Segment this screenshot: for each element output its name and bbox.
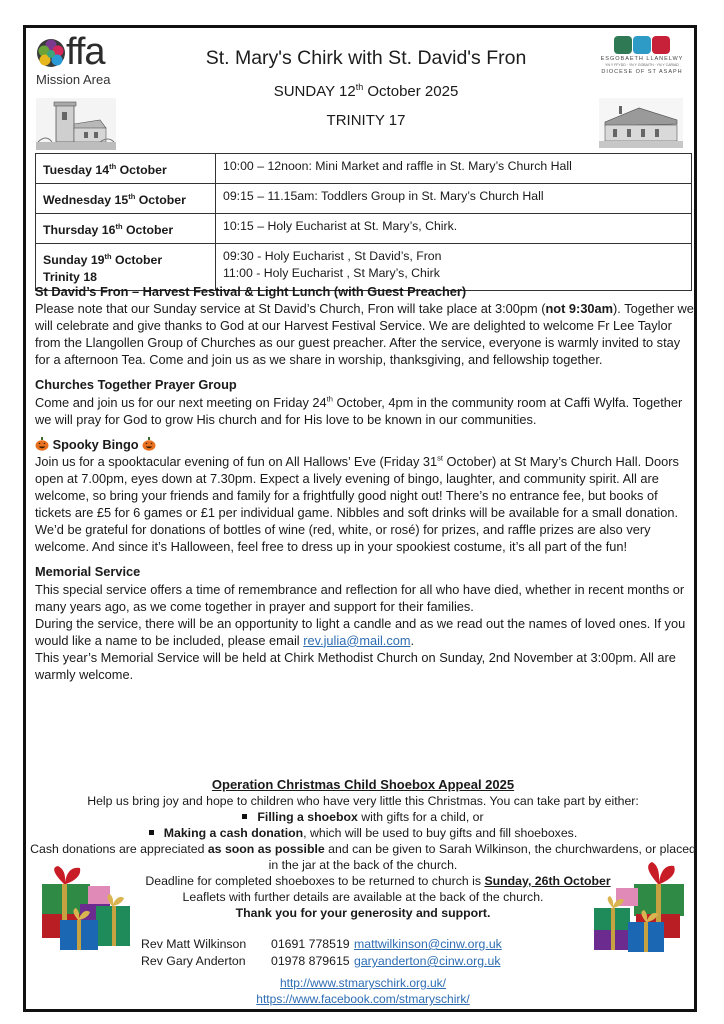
- schedule-day-ordinal: th: [115, 222, 123, 232]
- bingo-text-1a: Join us for a spooktacular evening of fun on All Hallows’ Eve (Friday 31: [35, 453, 438, 469]
- logo-wordmark: ffa: [66, 31, 105, 73]
- harvest-heading: St David’s Fron – Harvest Festival & Light Lunch (with Guest Preacher): [35, 284, 467, 299]
- bullet-icon: [242, 814, 247, 819]
- contact-name: Rev Gary Anderton: [141, 954, 246, 968]
- bingo-text-1: [35, 453, 695, 521]
- contact-row: [141, 936, 502, 953]
- schedule-day-month: October: [111, 253, 163, 268]
- schedule-events: [216, 154, 692, 184]
- schedule-day-text: Tuesday 14: [43, 163, 110, 178]
- schedule-events: [216, 214, 692, 244]
- christmas-gifts-left-image: [38, 864, 136, 956]
- appeal-deadline-text: Deadline for completed shoeboxes to be returned to church is: [145, 874, 485, 888]
- liturgical-week: TRINITY 17: [326, 112, 406, 129]
- memorial-text-1: This special service offers a time of remembrance and reflection for all who have died, whether in recent months or many years ago, as we come together in prayer and support for their families.: [35, 581, 685, 614]
- appeal-cash-b: and can be given to Sarah Wilkinson, the churchwardens, or placed in the jar at the back of the church.: [268, 842, 696, 872]
- appeal-cash-bold: as soon as possible: [207, 842, 325, 856]
- schedule-row: [36, 214, 692, 244]
- schedule-day-ordinal: th: [104, 252, 112, 262]
- spooky-bingo-notice: [35, 436, 695, 556]
- service-date: [156, 77, 576, 102]
- appeal-bullet-1-rest: with gifts for a child, or: [357, 810, 484, 824]
- contact-name: Rev Matt Wilkinson: [141, 937, 247, 951]
- memorial-text-3: This year’s Memorial Service will be held at Chirk Methodist Church on Sunday, 2nd November at 3:00pm. All are warmly welcome.: [35, 649, 676, 682]
- schedule-day-month: October: [122, 223, 174, 238]
- harvest-text: [35, 300, 695, 368]
- schedule-event: 10:00 – 12noon: Mini Market and raffle in St. Mary’s Church Hall: [223, 159, 572, 173]
- appeal-bullet-2-bold: Making a cash donation: [163, 826, 304, 840]
- schedule-event: 11:00 - Holy Eucharist , St Mary’s, Chirk: [223, 266, 440, 281]
- schedule-event: 09:30 - Holy Eucharist , St David’s, Fron: [223, 249, 442, 264]
- appeal-deadline: [132, 873, 611, 889]
- service-date-ordinal: th: [355, 82, 364, 92]
- harvest-festival-notice: [35, 283, 695, 368]
- contact-email-link[interactable]: garyanderton@cinw.org.uk: [354, 954, 501, 968]
- contact-phone: 01978 879615: [271, 954, 350, 968]
- schedule-day-ordinal: th: [128, 192, 136, 202]
- appeal-bullet-cash: [26, 825, 700, 841]
- weekly-schedule-table: [35, 153, 692, 291]
- contact-phone: 01691 778519: [271, 937, 350, 951]
- appeal-bullet-2-rest: , which will be used to buy gifts and fill shoeboxes.: [303, 826, 578, 840]
- church-sketch-left-image: [36, 98, 116, 150]
- notices: [35, 283, 695, 691]
- bingo-text-2: We’d be grateful for donations of bottles of wine (red, white, or rosé) for prizes, and raffle prizes are also very welcome. And since it’s Halloween, feel free to dress up in your spookiest costume, it’s all part of the fun!: [35, 522, 651, 555]
- jack-o-lantern-icon: [35, 437, 49, 451]
- service-date-month-year: October 2025: [363, 83, 459, 100]
- contact-row: [141, 953, 502, 970]
- diocese-of-st-asaph-logo: [592, 36, 692, 98]
- prayer-group-notice: [35, 376, 695, 427]
- page-title: St. Mary's Chirk with St. David's Fron: [205, 47, 527, 69]
- prayer-text-b: October, 4pm in the community room at Caffi Wylfa. Together we will pray for God to grow His church and for His love to be known in our communities.: [35, 394, 683, 427]
- logo-subtitle: Mission Area: [36, 72, 111, 87]
- harvest-text-bold: not 9:30am: [545, 301, 614, 317]
- schedule-day: [36, 184, 216, 214]
- offa-mission-area-logo: [34, 31, 126, 92]
- christmas-gifts-right-image: [586, 858, 690, 956]
- prayer-text-a: Come and join us for our next meeting on Friday 24: [35, 394, 327, 410]
- appeal-intro: Help us bring joy and hope to children who have very little this Christmas. You can take part by either:: [87, 794, 639, 808]
- bingo-text-1b: October) at St Mary’s Church Hall. Doors open at 7.00pm, eyes down at 7.30pm. Expect a lively evening of bingo, laughter, and community spirit. All are welcome, so bring your friends and family for a frightfully good night out! There’s no entrance fee, but books of tickets are £5 for 6 games or £1 per individual game. Nibbles and soft drinks will be available for a small donation.: [35, 453, 679, 521]
- service-date-day: SUNDAY 12: [273, 83, 356, 100]
- memorial-heading: Memorial Service: [35, 564, 141, 580]
- jack-o-lantern-icon: [142, 437, 156, 451]
- bingo-ordinal: st: [437, 453, 443, 463]
- appeal-cash-a: Cash donations are appreciated: [30, 842, 208, 856]
- appeal-bullet-1-bold: Filling a shoebox: [257, 810, 358, 824]
- schedule-day-ordinal: th: [109, 162, 117, 171]
- schedule-day-month: October: [135, 193, 186, 208]
- prayer-text: [35, 394, 695, 428]
- prayer-heading: Churches Together Prayer Group: [35, 377, 237, 393]
- harvest-text-b: ). Together we will celebrate and give thanks to God at our Harvest Festival Service. We are delighted to welcome Fr Lee Taylor from the Llangollen Group of Churches as our guest preacher. After the service, everyone is warmly invited to stay for a afternoon Tea. Come and join us as we share in worship, thanksgiving, and fellowship together.: [35, 301, 694, 368]
- diocese-welsh-name: ESGOBAETH LLANELWY: [600, 56, 684, 62]
- schedule-row: [36, 154, 692, 184]
- schedule-day-month: October: [116, 163, 167, 178]
- schedule-day-text: Thursday 16: [43, 223, 116, 238]
- schedule-event: 10:15 – Holy Eucharist at St. Mary’s, Chirk.: [223, 219, 458, 234]
- website-link[interactable]: http://www.stmaryschirk.org.uk/: [279, 976, 447, 990]
- diocese-english-name: DIOCESE OF ST ASAPH: [601, 69, 683, 75]
- memorial-email-link[interactable]: rev.julia@mail.com: [303, 632, 411, 648]
- schedule-event: 09:15 – 11.15am: Toddlers Group in St. Mary’s Church Hall: [223, 189, 544, 204]
- appeal-deadline-date: Sunday, 26th October: [484, 874, 611, 888]
- diocese-emblem-icon: [592, 36, 692, 54]
- schedule-events: [216, 184, 692, 214]
- bingo-heading: [35, 436, 695, 453]
- bulletin-header: [156, 45, 576, 131]
- schedule-day: [36, 214, 216, 244]
- bingo-heading-text: Spooky Bingo: [52, 436, 139, 452]
- memorial-text-2: [35, 615, 695, 649]
- appeal-heading: Operation Christmas Child Shoebox Appeal 2025: [211, 777, 515, 792]
- memorial-service-notice: [35, 563, 695, 683]
- memorial-text-2a: During the service, there will be an opportunity to light a candle and as we read out the names of loved ones. If you would like a name to be included, please email: [35, 615, 686, 648]
- appeal-thanks: Thank you for your generosity and support.: [235, 906, 491, 920]
- harvest-text-a: Please note that our Sunday service at St David’s Church, Fron will take place at 3:00pm (: [35, 301, 546, 317]
- schedule-day-text: Wednesday 15: [43, 193, 129, 208]
- prayer-ordinal: th: [326, 394, 333, 404]
- web-links: [26, 975, 700, 1007]
- newsletter-page: [23, 25, 697, 1012]
- appeal-leaflets: Leaflets with further details are available at the back of the church.: [182, 890, 544, 904]
- diocese-motto: YN Y FFYDD · YN Y GOBAITH · YN Y CARIAD: [605, 63, 679, 67]
- clergy-contacts: [141, 936, 502, 970]
- schedule-day-text: Sunday 19: [43, 253, 105, 268]
- facebook-link[interactable]: https://www.facebook.com/stmaryschirk/: [256, 992, 470, 1006]
- appeal-bullet-shoebox: [26, 809, 700, 825]
- schedule-row: [36, 184, 692, 214]
- schedule-day: [36, 154, 216, 184]
- church-sketch-right-image: [599, 98, 683, 148]
- bullet-icon: [149, 830, 154, 835]
- contact-email-link[interactable]: mattwilkinson@cinw.org.uk: [354, 937, 502, 951]
- mission-area-emblem-icon: [36, 38, 66, 68]
- schedule-day-note: Trinity 18: [43, 270, 97, 285]
- memorial-text-2b: .: [410, 632, 415, 648]
